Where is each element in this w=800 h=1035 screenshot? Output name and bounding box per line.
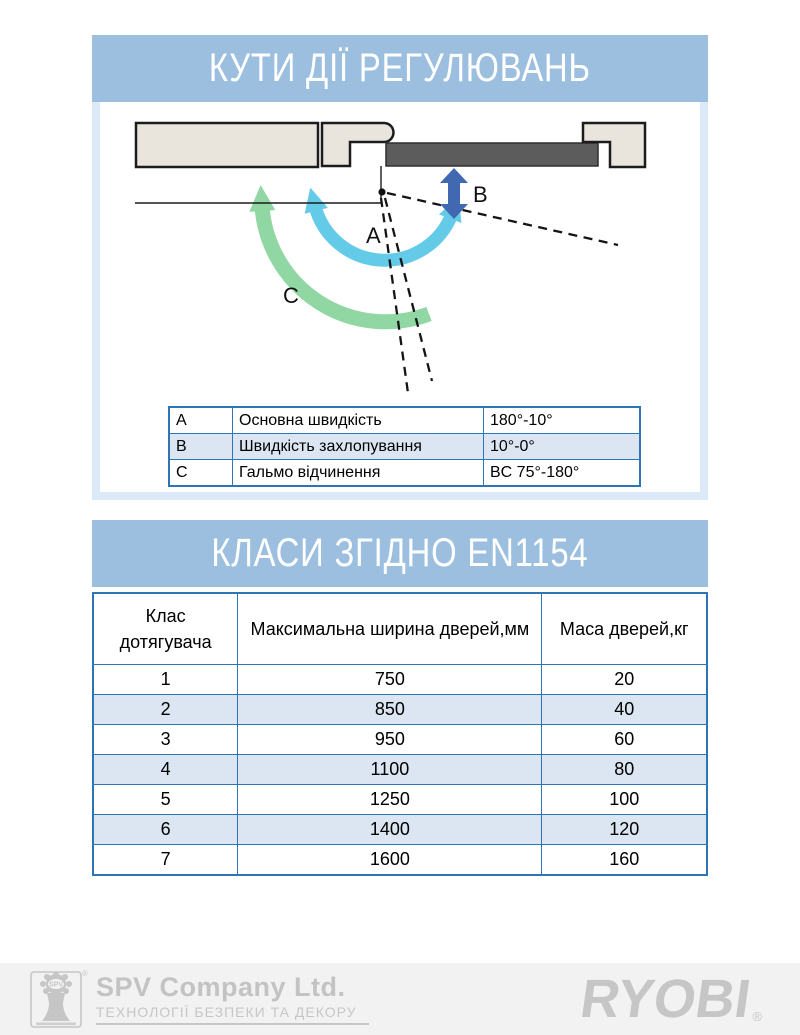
adjustment-label: Основна швидкість xyxy=(233,407,484,434)
adjustment-label: Гальмо відчинення xyxy=(233,460,484,487)
adjustment-key: B xyxy=(169,434,233,460)
classes-table xyxy=(92,592,708,876)
class-cell: 4 xyxy=(93,755,238,785)
wall-left xyxy=(136,123,318,167)
width-cell: 750 xyxy=(238,665,542,695)
spv-text-block xyxy=(96,973,369,1024)
spv-trophy-shape xyxy=(42,993,70,1021)
width-cell: 850 xyxy=(238,695,542,725)
class-cell: 5 xyxy=(93,785,238,815)
mass-cell: 160 xyxy=(542,845,707,876)
closer-slide-channel xyxy=(386,143,598,166)
adjustments-table xyxy=(168,406,641,487)
ryobi-wordmark: RYOBI xyxy=(577,968,755,1029)
table-row xyxy=(93,815,707,845)
width-cell: 1250 xyxy=(238,785,542,815)
classes-section xyxy=(0,520,800,876)
spv-tagline: ТЕХНОЛОГІЇ БЕЗПЕКИ ТА ДЕКОРУ xyxy=(96,1002,369,1025)
page xyxy=(0,35,800,1029)
table-row xyxy=(93,695,707,725)
column-header-mass: Маса дверей,кг xyxy=(542,593,707,665)
ryobi-reg-mark: ® xyxy=(752,1009,762,1025)
classes-panel xyxy=(92,520,708,587)
angles-section xyxy=(92,35,708,500)
adjustment-key: A xyxy=(169,407,233,434)
label-c: C xyxy=(283,283,299,308)
spv-company-name: SPV Company Ltd. xyxy=(96,972,346,1003)
mass-cell: 120 xyxy=(542,815,707,845)
footer xyxy=(0,963,800,1035)
table-row xyxy=(169,460,640,487)
spv-emblem-text: SPV xyxy=(48,981,64,989)
spv-emblem-icon xyxy=(28,968,90,1030)
adjustment-value: 180°-10° xyxy=(484,407,641,434)
door-closer-diagram xyxy=(100,102,700,402)
swing-dashed-line-1 xyxy=(381,198,408,393)
class-cell: 2 xyxy=(93,695,238,725)
class-cell: 6 xyxy=(93,815,238,845)
table-row xyxy=(93,845,707,876)
mass-cell: 80 xyxy=(542,755,707,785)
swing-dashed-line-open xyxy=(387,193,618,245)
mass-cell: 60 xyxy=(542,725,707,755)
table-row xyxy=(93,725,707,755)
ryobi-logo xyxy=(577,968,762,1029)
label-b: B xyxy=(473,182,488,207)
adjustment-label: Швидкість захлопування xyxy=(233,434,484,460)
spv-reg-mark: ® xyxy=(82,969,88,978)
swing-dashed-line-2 xyxy=(385,198,432,381)
column-header-width: Максимальна ширина дверей,мм xyxy=(238,593,542,665)
table-row xyxy=(93,665,707,695)
mass-cell: 20 xyxy=(542,665,707,695)
mass-cell: 40 xyxy=(542,695,707,725)
class-cell: 1 xyxy=(93,665,238,695)
label-a: A xyxy=(366,223,381,248)
table-header-row xyxy=(93,593,707,665)
width-cell: 1400 xyxy=(238,815,542,845)
angles-title: КУТИ ДІЇ РЕГУЛЮВАНЬ xyxy=(209,46,591,90)
width-cell: 950 xyxy=(238,725,542,755)
mass-cell: 100 xyxy=(542,785,707,815)
door-frame-jamb xyxy=(322,123,394,166)
adjustment-value: BC 75°-180° xyxy=(484,460,641,487)
table-row xyxy=(169,407,640,434)
table-row xyxy=(169,434,640,460)
class-cell: 7 xyxy=(93,845,238,876)
angles-header xyxy=(92,35,708,102)
classes-header xyxy=(92,520,708,587)
table-row xyxy=(93,785,707,815)
table-row xyxy=(93,755,707,785)
angles-body xyxy=(92,102,708,500)
adjustment-key: C xyxy=(169,460,233,487)
classes-title: КЛАСИ ЗГІДНО EN1154 xyxy=(211,531,589,575)
class-cell: 3 xyxy=(93,725,238,755)
width-cell: 1600 xyxy=(238,845,542,876)
adjustment-value: 10°-0° xyxy=(484,434,641,460)
pivot-dot xyxy=(378,188,385,195)
column-header-class: Клас дотягувача xyxy=(93,593,238,665)
width-cell: 1100 xyxy=(238,755,542,785)
spv-logo-block xyxy=(28,968,369,1030)
